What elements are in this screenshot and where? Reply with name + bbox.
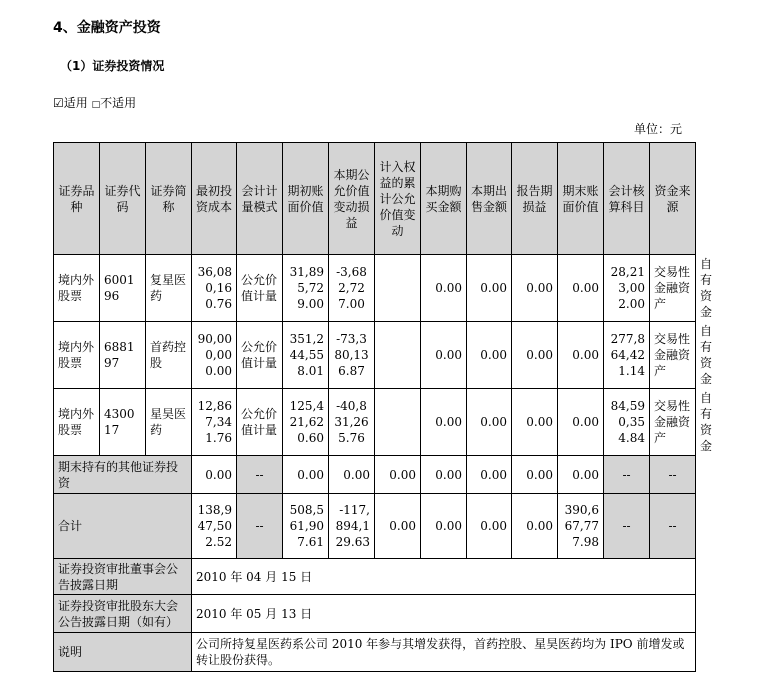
table-cell: 境内外股票 — [54, 322, 100, 389]
table-cell: -- — [650, 456, 696, 494]
table-cell — [375, 389, 421, 456]
table-cell: 0.00 — [421, 255, 467, 322]
note-row — [54, 633, 696, 672]
not-applicable-label: 不适用 — [100, 96, 137, 110]
table-cell: 境内外股票 — [54, 255, 100, 322]
column-header: 资金来源 — [650, 143, 696, 255]
column-header: 会计核算科目 — [604, 143, 650, 255]
subsection-title: （1）证券投资情况 — [60, 59, 165, 73]
table-cell: 508,561,907.61 — [283, 494, 329, 559]
column-header: 本期出售金额 — [467, 143, 512, 255]
table-cell: -- — [604, 494, 650, 559]
table-cell: -- — [237, 456, 283, 494]
table-cell: 31,895,729.00 — [283, 255, 329, 322]
row-value: 2010 年 05 月 13 日 — [192, 595, 696, 633]
unit-label: 单位：元 — [633, 122, 682, 136]
table-cell: 0.00 — [375, 456, 421, 494]
table-cell: 0.00 — [421, 322, 467, 389]
table-cell: 0.00 — [512, 456, 558, 494]
column-header: 本期公允价值变动损益 — [329, 143, 375, 255]
table-cell: -- — [237, 494, 283, 559]
table-row: 境内外股票 600196 复星医药 36,080,160.76 公允价值计量 31,895,729.00 -3,682,727.00 0.00 0.00 0.00 0.00 28,213,002.00 交易性金融资产 自有资金 — [54, 255, 696, 322]
row-label: 证券投资审批股东大会公告披露日期（如有） — [54, 595, 192, 633]
table-cell: 90,000,000.00 — [192, 322, 237, 389]
table-cell: 公允价值计量 — [237, 255, 283, 322]
column-header: 证券品种 — [54, 143, 100, 255]
shareholder_date-row — [54, 595, 696, 633]
table-cell: 0.00 — [467, 456, 512, 494]
table-cell: -- — [604, 456, 650, 494]
table-cell: 公允价值计量 — [237, 389, 283, 456]
table-cell: 境内外股票 — [54, 389, 100, 456]
table-row: 境内外股票 430017 星昊医药 12,867,341.76 公允价值计量 125,421,620.60 -40,831,265.76 0.00 0.00 0.00 0.00 84,590,354.84 交易性金融资产 自有资金 — [54, 389, 696, 456]
table-cell: 600196 — [100, 255, 146, 322]
other-row — [54, 456, 696, 494]
table-cell: 交易性金融资产 — [650, 255, 696, 322]
table-cell: 星昊医药 — [146, 389, 192, 456]
board_date-row — [54, 559, 696, 595]
column-header: 期初账面价值 — [283, 143, 329, 255]
column-header: 证券代码 — [100, 143, 146, 255]
table-cell: 0.00 — [283, 456, 329, 494]
row-label: 合计 — [54, 494, 192, 559]
securities-investment-table — [53, 142, 713, 672]
table-cell: 交易性金融资产 — [650, 389, 696, 456]
table-cell: 公允价值计量 — [237, 322, 283, 389]
column-header: 最初投资成本 — [192, 143, 237, 255]
table-cell: 28,213,002.00 — [604, 255, 650, 322]
table-cell: 0.00 — [467, 389, 512, 456]
table-cell: 0.00 — [421, 389, 467, 456]
table-cell: -40,831,265.76 — [329, 389, 375, 456]
table-cell: -3,682,727.00 — [329, 255, 375, 322]
table-cell: 0.00 — [512, 255, 558, 322]
table-cell: 84,590,354.84 — [604, 389, 650, 456]
total-row — [54, 494, 696, 559]
table-cell: 390,667,777.98 — [558, 494, 604, 559]
column-header: 期末账面价值 — [558, 143, 604, 255]
table-cell: 0.00 — [558, 255, 604, 322]
header-row — [54, 143, 696, 255]
table-cell: 0.00 — [329, 456, 375, 494]
table-cell: 688197 — [100, 322, 146, 389]
unchecked-checkbox-icon: □ — [91, 100, 101, 110]
table-cell: 复星医药 — [146, 255, 192, 322]
table-cell: 0.00 — [375, 494, 421, 559]
applicable-label: 适用 — [63, 96, 88, 110]
table-cell: -117,894,129.63 — [329, 494, 375, 559]
column-header: 会计计量模式 — [237, 143, 283, 255]
table-cell: 277,864,421.14 — [604, 322, 650, 389]
applicability — [53, 94, 136, 111]
table-row: 境内外股票 688197 首药控股 90,000,000.00 公允价值计量 351,244,558.01 -73,380,136.87 0.00 0.00 0.00 0.00 277,864,421.14 交易性金融资产 自有资金 — [54, 322, 696, 389]
table-cell: 351,244,558.01 — [283, 322, 329, 389]
table-cell: 0.00 — [558, 389, 604, 456]
row-value: 2010 年 04 月 15 日 — [192, 559, 696, 595]
table-cell: 0.00 — [421, 456, 467, 494]
table-cell: 138,947,502.52 — [192, 494, 237, 559]
table-cell — [375, 322, 421, 389]
row-label: 说明 — [54, 633, 192, 672]
row-label: 期末持有的其他证券投资 — [54, 456, 192, 494]
table-cell: 0.00 — [558, 322, 604, 389]
table-cell — [375, 255, 421, 322]
row-label: 证券投资审批董事会公告披露日期 — [54, 559, 192, 595]
row-value: 公司所持复星医药系公司 2010 年参与其增发获得，首药控股、星昊医药均为 IPO 前增发或转让股份获得。 — [192, 633, 696, 672]
table-cell: 0.00 — [512, 389, 558, 456]
table-cell: 0.00 — [512, 494, 558, 559]
table-cell: 12,867,341.76 — [192, 389, 237, 456]
table-cell: 0.00 — [421, 494, 467, 559]
table-cell: 125,421,620.60 — [283, 389, 329, 456]
checked-checkbox-icon: ☑ — [53, 96, 64, 110]
column-header: 报告期损益 — [512, 143, 558, 255]
table-cell: 430017 — [100, 389, 146, 456]
table-cell: 0.00 — [467, 255, 512, 322]
column-header: 计入权益的累计公允价值变动 — [375, 143, 421, 255]
table-cell: 0.00 — [192, 456, 237, 494]
section-title: 4、金融资产投资 — [53, 20, 161, 36]
table-cell: 0.00 — [467, 494, 512, 559]
table-cell: 0.00 — [558, 456, 604, 494]
table-cell: 0.00 — [467, 322, 512, 389]
table-cell: 0.00 — [512, 322, 558, 389]
table-cell: 首药控股 — [146, 322, 192, 389]
table-cell: 36,080,160.76 — [192, 255, 237, 322]
table-cell: -73,380,136.87 — [329, 322, 375, 389]
table-cell: -- — [650, 494, 696, 559]
column-header: 证券简称 — [146, 143, 192, 255]
column-header: 本期购买金额 — [421, 143, 467, 255]
table-cell: 交易性金融资产 — [650, 322, 696, 389]
